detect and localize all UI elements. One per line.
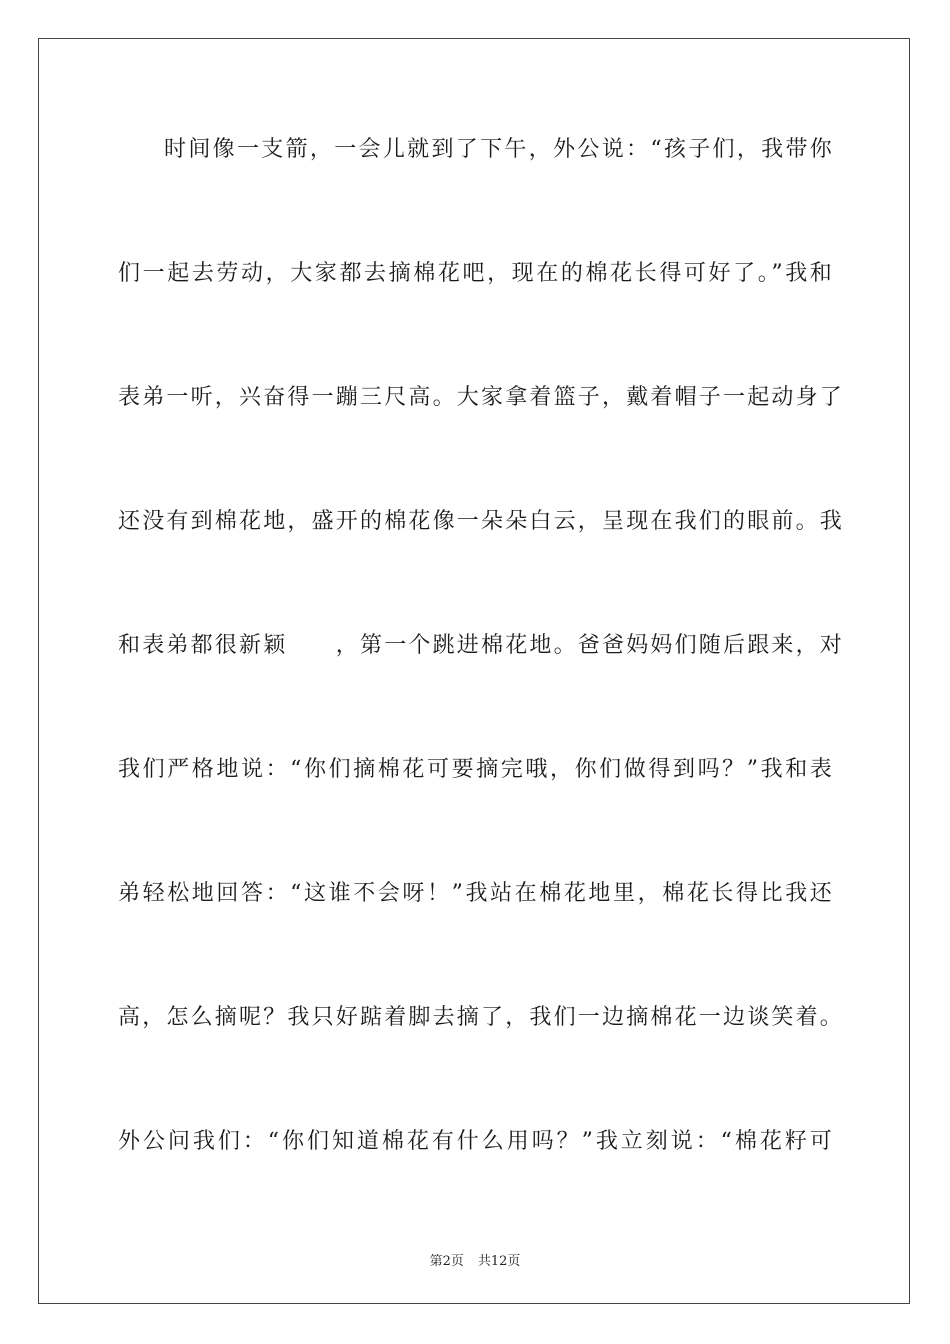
text-line: 表弟一听，兴奋得一蹦三尺高。大家拿着篮子，戴着帽子一起动身了 [118, 385, 845, 410]
text-line: 高，怎么摘呢？我只好踮着脚去摘了，我们一边摘棉花一边谈笑着。 [118, 1005, 845, 1030]
current-page-number: 第2页 [429, 1254, 464, 1269]
text-line: 和表弟都很新颖 ，第一个跳进棉花地。爸爸妈妈们随后跟来，对 [118, 633, 845, 658]
total-pages: 共12页 [477, 1254, 521, 1269]
text-line: 弟轻松地回答：“这谁不会呀！”我站在棉花地里，棉花长得比我还 [118, 881, 834, 906]
text-line: 我们严格地说：“你们摘棉花可要摘完哦，你们做得到吗？”我和表 [118, 757, 834, 782]
page-footer [0, 1250, 950, 1269]
text-line: 时间像一支箭，一会儿就到了下午，外公说：“孩子们，我带你 [164, 137, 834, 162]
text-line: 们一起去劳动，大家都去摘棉花吧，现在的棉花长得可好了。”我和 [118, 261, 834, 286]
page-border [38, 38, 910, 1304]
text-line: 还没有到棉花地，盛开的棉花像一朵朵白云，呈现在我们的眼前。我 [118, 509, 845, 534]
text-line: 外公问我们：“你们知道棉花有什么用吗？”我立刻说：“棉花籽可 [118, 1129, 834, 1154]
